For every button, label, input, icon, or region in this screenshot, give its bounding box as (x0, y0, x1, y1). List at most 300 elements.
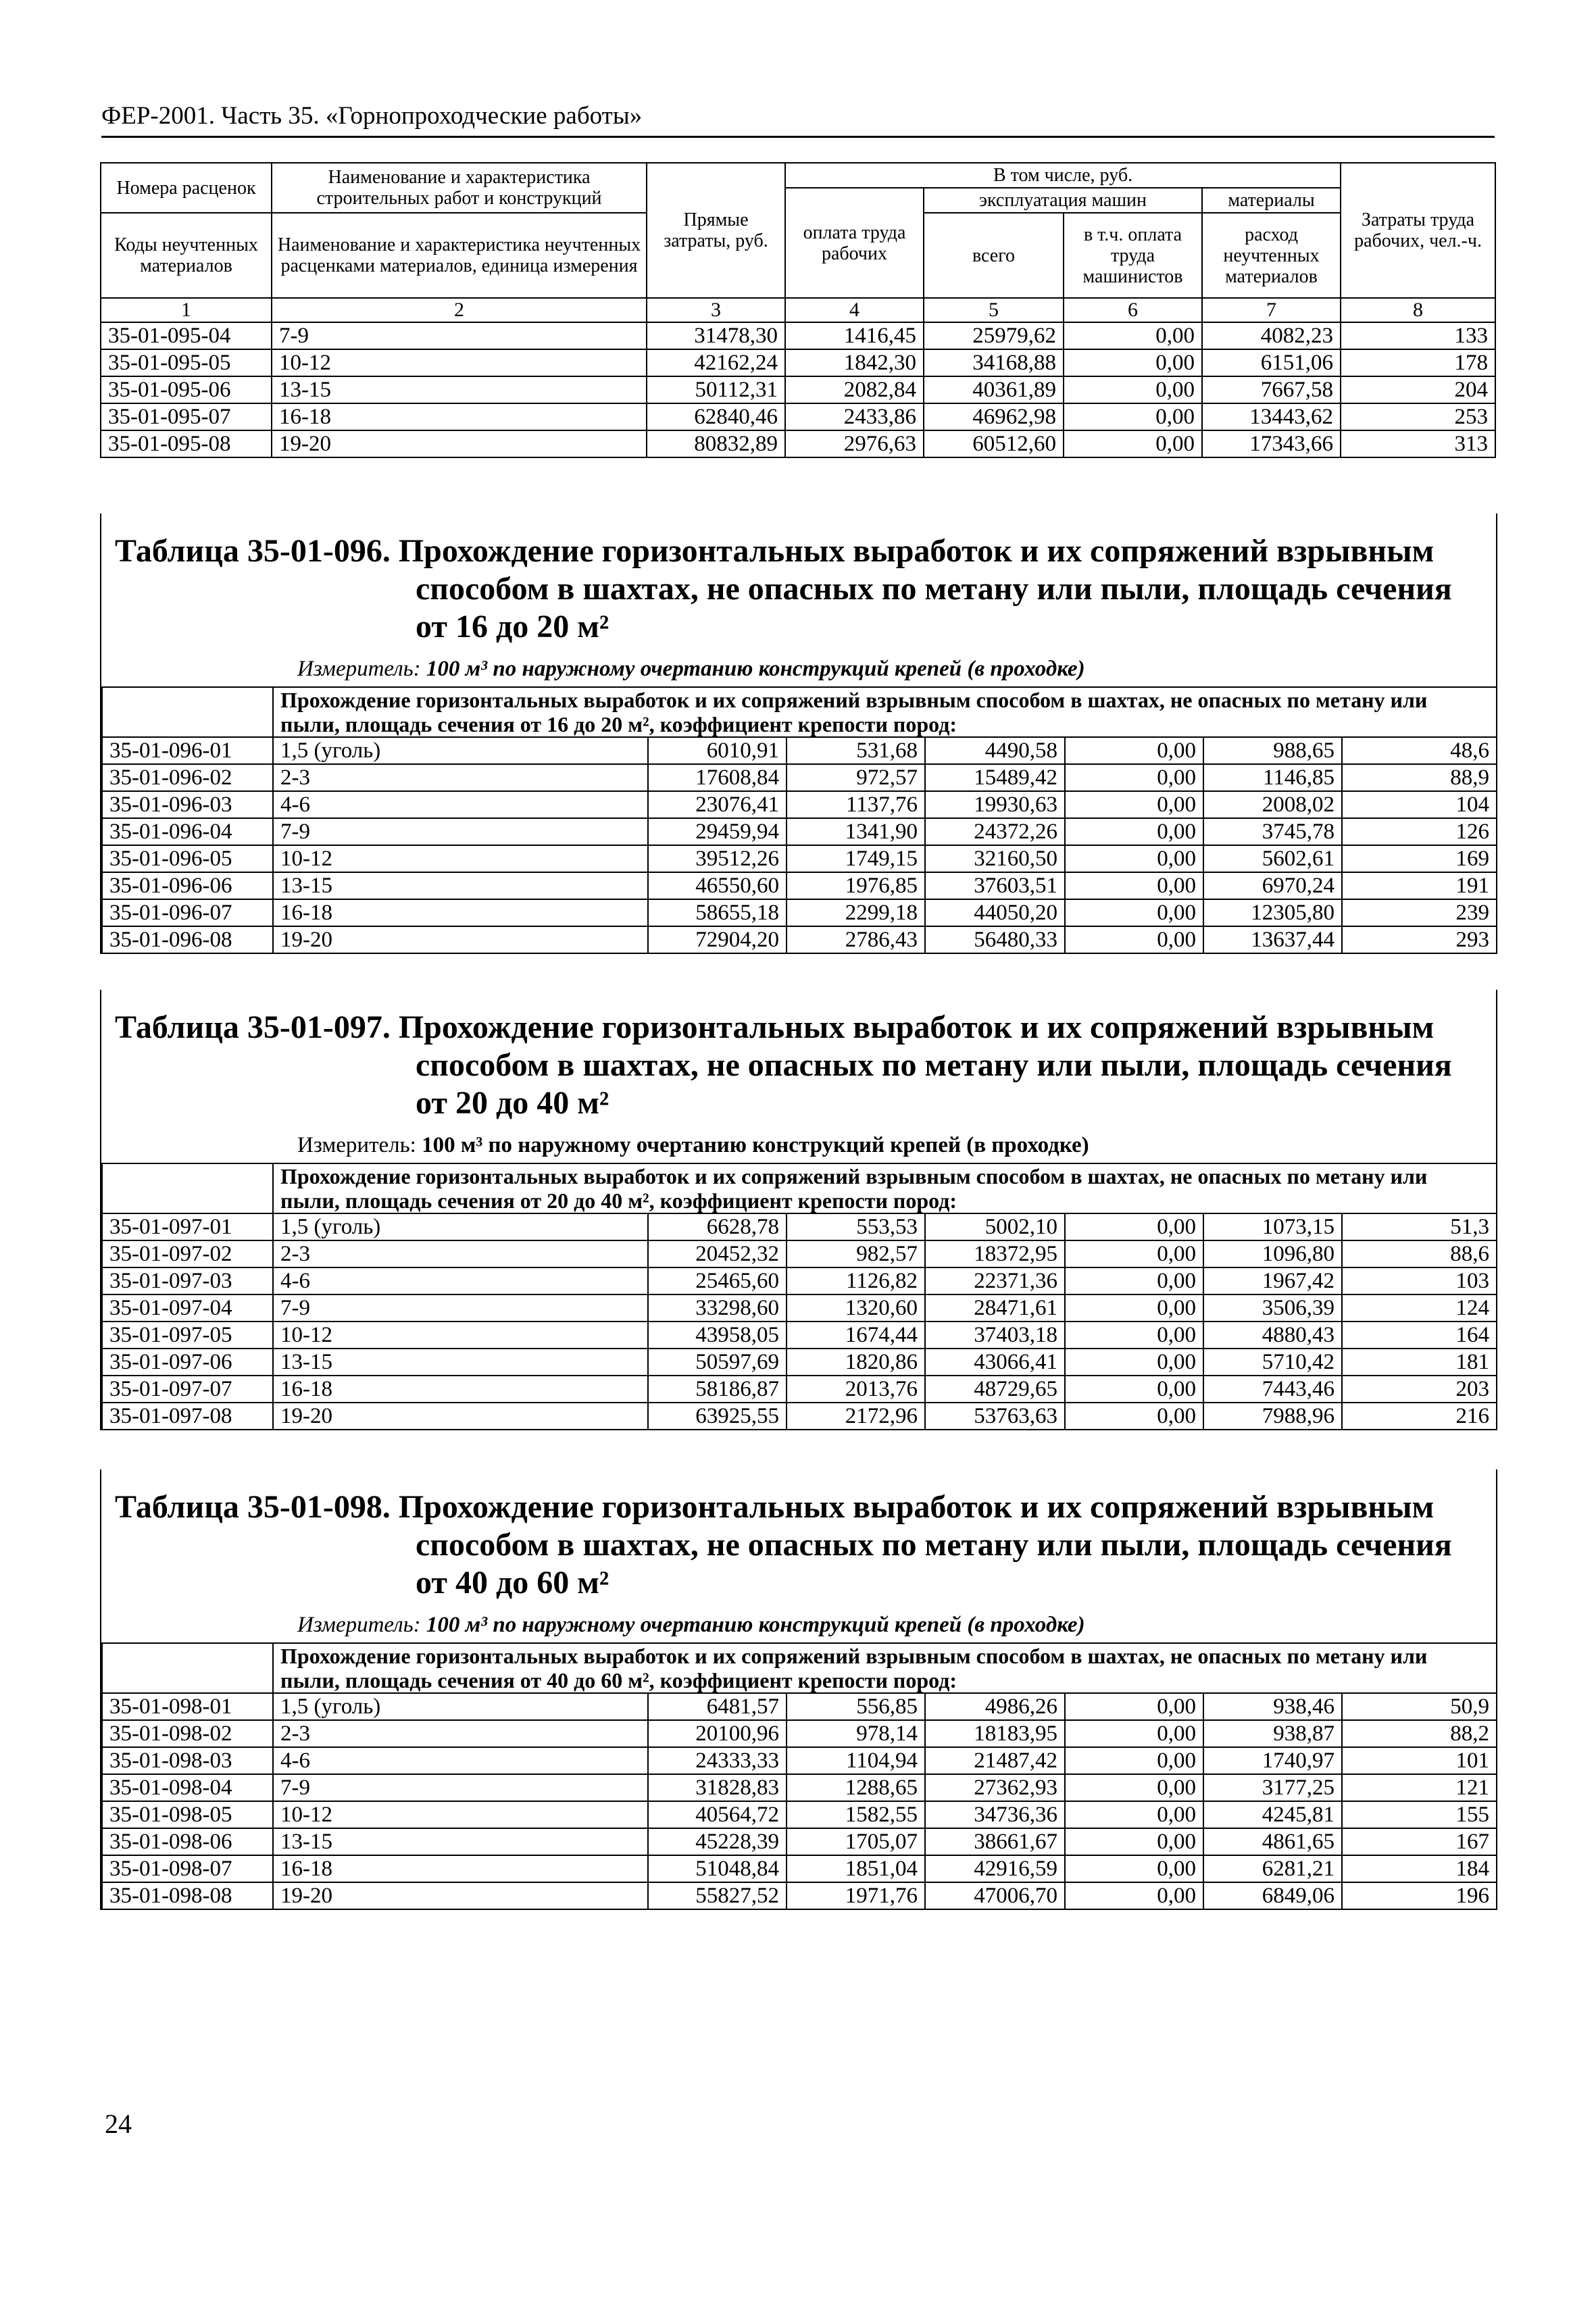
value-cell: 133 (1341, 322, 1495, 349)
value-cell: 31478,30 (647, 322, 785, 349)
rock-strength-cell: 1,5 (уголь) (273, 737, 648, 764)
table-title-line: способом в шахтах, не опасных по метану или пыли, площадь сечения (416, 1047, 1452, 1083)
value-cell: 0,00 (1065, 1349, 1203, 1376)
col-in-total-header: В том числе, руб. (785, 163, 1341, 188)
value-cell: 17608,84 (648, 764, 787, 791)
value-cell: 33298,60 (648, 1294, 787, 1322)
table-row (102, 1376, 1497, 1403)
table-row (102, 926, 1497, 953)
value-cell: 1146,85 (1203, 764, 1342, 791)
meter-label: Измеритель: (297, 1613, 421, 1637)
rate-code-cell: 35-01-098-01 (102, 1693, 273, 1720)
rock-strength-cell: 10-12 (273, 845, 648, 872)
rate-code-cell: 35-01-096-06 (102, 872, 273, 899)
value-cell: 51048,84 (648, 1855, 787, 1882)
table-row (102, 1294, 1497, 1322)
table-row (102, 1747, 1497, 1774)
value-cell: 0,00 (1065, 737, 1203, 764)
table-row (102, 1855, 1497, 1882)
value-cell: 6970,24 (1203, 872, 1342, 899)
value-cell: 62840,46 (647, 403, 785, 430)
value-cell: 7443,46 (1203, 1376, 1342, 1403)
rock-strength-cell: 1,5 (уголь) (273, 1693, 648, 1720)
value-cell: 0,00 (1065, 926, 1203, 953)
table-row (102, 1322, 1497, 1349)
rock-strength-cell: 19-20 (273, 926, 648, 953)
value-cell: 4082,23 (1202, 322, 1341, 349)
value-cell: 43958,05 (648, 1322, 787, 1349)
value-cell: 1976,85 (787, 872, 925, 899)
value-cell: 0,00 (1065, 845, 1203, 872)
value-cell: 6628,78 (648, 1213, 787, 1240)
value-cell: 23076,41 (648, 791, 787, 818)
value-cell: 0,00 (1065, 1267, 1203, 1294)
rock-strength-cell: 7-9 (273, 1294, 648, 1322)
value-cell: 4245,81 (1203, 1801, 1342, 1828)
table-row (101, 430, 1495, 457)
rate-code-cell: 35-01-095-08 (101, 430, 272, 457)
rock-strength-cell: 7-9 (273, 1774, 648, 1801)
value-cell: 0,00 (1065, 1376, 1203, 1403)
value-cell: 56480,33 (925, 926, 1065, 953)
value-cell: 22371,36 (925, 1267, 1065, 1294)
value-cell: 6151,06 (1202, 349, 1341, 376)
rates-table-096 (101, 686, 1497, 954)
meter-value: 100 м³ по наружному очертанию конструкций крепей (в проходке) (422, 1133, 1089, 1157)
rock-strength-cell: 1,5 (уголь) (273, 1213, 648, 1240)
table-096-block (100, 513, 1497, 954)
table-row (102, 899, 1497, 926)
value-cell: 50112,31 (647, 376, 785, 403)
value-cell: 1851,04 (787, 1855, 925, 1882)
rock-strength-cell: 4-6 (273, 1747, 648, 1774)
value-cell: 0,00 (1065, 764, 1203, 791)
meter-value: 100 м³ по наружному очертанию конструкций крепей (в проходке) (426, 657, 1085, 681)
rate-code-cell: 35-01-098-05 (102, 1801, 273, 1828)
rock-strength-cell: 19-20 (273, 1403, 648, 1430)
table-row (101, 322, 1495, 349)
value-cell: 556,85 (787, 1693, 925, 1720)
table-098-block (100, 1469, 1497, 1910)
value-cell: 19930,63 (925, 791, 1065, 818)
value-cell: 42916,59 (925, 1855, 1065, 1882)
value-cell: 0,00 (1065, 872, 1203, 899)
table-row (102, 845, 1497, 872)
value-cell: 0,00 (1065, 1240, 1203, 1267)
table-title-line: от 20 до 40 м² (416, 1085, 609, 1121)
rates-table-098 (101, 1642, 1497, 1910)
meter-label: Измеритель: (297, 657, 421, 681)
rate-code-cell: 35-01-095-05 (101, 349, 272, 376)
rate-code-cell: 35-01-095-04 (101, 322, 272, 349)
value-cell: 313 (1341, 430, 1495, 457)
table-row (102, 791, 1497, 818)
value-cell: 6481,57 (648, 1693, 787, 1720)
value-cell: 7988,96 (1203, 1403, 1342, 1430)
rock-strength-cell: 19-20 (273, 1882, 648, 1909)
value-cell: 29459,94 (648, 818, 787, 845)
value-cell: 2299,18 (787, 899, 925, 926)
value-cell: 0,00 (1065, 1747, 1203, 1774)
value-cell: 0,00 (1065, 1213, 1203, 1240)
value-cell: 6010,91 (648, 737, 787, 764)
value-cell: 18183,95 (925, 1720, 1065, 1747)
rates-table-097 (101, 1163, 1497, 1430)
table-title (115, 1488, 1482, 1602)
value-cell: 46550,60 (648, 872, 787, 899)
rock-strength-cell: 2-3 (273, 1240, 648, 1267)
value-cell: 4880,43 (1203, 1322, 1342, 1349)
rock-strength-cell: 16-18 (273, 1855, 648, 1882)
value-cell: 1104,94 (787, 1747, 925, 1774)
value-cell: 46962,98 (924, 403, 1064, 430)
value-cell: 203 (1342, 1376, 1497, 1403)
value-cell: 34168,88 (924, 349, 1064, 376)
value-cell: 1582,55 (787, 1801, 925, 1828)
value-cell: 55827,52 (648, 1882, 787, 1909)
rock-strength-cell: 10-12 (273, 1801, 648, 1828)
col-machines-all-header: всего (924, 213, 1064, 298)
value-cell: 1674,44 (787, 1322, 925, 1349)
value-cell: 124 (1342, 1294, 1497, 1322)
value-cell: 12305,80 (1203, 899, 1342, 926)
rate-code-cell: 35-01-098-03 (102, 1747, 273, 1774)
table-row (102, 872, 1497, 899)
rock-strength-cell: 10-12 (272, 349, 647, 376)
value-cell: 988,65 (1203, 737, 1342, 764)
value-cell: 50597,69 (648, 1349, 787, 1376)
value-cell: 1126,82 (787, 1267, 925, 1294)
col-materials-unaccounted-header: расход неучтенных материалов (1202, 213, 1341, 298)
rock-strength-cell: 13-15 (273, 1349, 648, 1376)
col-number: 5 (924, 298, 1064, 322)
rate-code-cell: 35-01-097-05 (102, 1322, 273, 1349)
value-cell: 0,00 (1065, 1403, 1203, 1430)
col-rate-number-header: Номера расценок (101, 163, 272, 213)
value-cell: 239 (1342, 899, 1497, 926)
value-cell: 88,6 (1342, 1240, 1497, 1267)
value-cell: 4490,58 (925, 737, 1065, 764)
col-number: 2 (272, 298, 647, 322)
table-row (101, 403, 1495, 430)
col-machines-wages-header: в т.ч. оплата труда машинистов (1064, 213, 1202, 298)
value-cell: 40564,72 (648, 1801, 787, 1828)
table-097-heading (101, 990, 1496, 1163)
value-cell: 0,00 (1065, 1693, 1203, 1720)
value-cell: 17343,66 (1202, 430, 1341, 457)
value-cell: 293 (1342, 926, 1497, 953)
value-cell: 1341,90 (787, 818, 925, 845)
table-title (115, 1009, 1482, 1122)
value-cell: 50,9 (1342, 1693, 1497, 1720)
value-cell: 0,00 (1065, 791, 1203, 818)
table-meter (297, 1611, 1482, 1638)
table-title-line: Таблица 35-01-096. Прохождение горизонтальных выработок и их сопряжений взрывным (115, 533, 1435, 569)
rate-code-cell: 35-01-097-06 (102, 1349, 273, 1376)
value-cell: 32160,50 (925, 845, 1065, 872)
rate-code-cell: 35-01-098-02 (102, 1720, 273, 1747)
table-row (102, 1801, 1497, 1828)
value-cell: 3177,25 (1203, 1774, 1342, 1801)
value-cell: 27362,93 (925, 1774, 1065, 1801)
rock-strength-cell: 13-15 (272, 376, 647, 403)
rate-code-cell: 35-01-097-07 (102, 1376, 273, 1403)
value-cell: 169 (1342, 845, 1497, 872)
value-cell: 204 (1341, 376, 1495, 403)
value-cell: 0,00 (1064, 403, 1202, 430)
value-cell: 0,00 (1064, 322, 1202, 349)
rock-strength-cell: 16-18 (272, 403, 647, 430)
table-row (102, 737, 1497, 764)
rate-code-cell: 35-01-097-02 (102, 1240, 273, 1267)
value-cell: 45228,39 (648, 1828, 787, 1855)
value-cell: 982,57 (787, 1240, 925, 1267)
rate-code-cell: 35-01-098-06 (102, 1828, 273, 1855)
rock-strength-cell: 13-15 (273, 1828, 648, 1855)
value-cell: 37403,18 (925, 1322, 1065, 1349)
rate-code-cell: 35-01-097-08 (102, 1403, 273, 1430)
table-row (102, 1240, 1497, 1267)
value-cell: 0,00 (1065, 1720, 1203, 1747)
value-cell: 1288,65 (787, 1774, 925, 1801)
value-cell: 2008,02 (1203, 791, 1342, 818)
value-cell: 31828,83 (648, 1774, 787, 1801)
value-cell: 20452,32 (648, 1240, 787, 1267)
value-cell: 28471,61 (925, 1294, 1065, 1322)
value-cell: 5602,61 (1203, 845, 1342, 872)
value-cell: 80832,89 (647, 430, 785, 457)
value-cell: 39512,26 (648, 845, 787, 872)
table-row (102, 1267, 1497, 1294)
table-row (102, 764, 1497, 791)
rate-code-cell: 35-01-096-01 (102, 737, 273, 764)
page-number: 24 (105, 2109, 132, 2139)
rate-code-cell: 35-01-096-08 (102, 926, 273, 953)
col-labor-header: Затраты труда рабочих, чел.-ч. (1341, 163, 1495, 298)
table-row (102, 1828, 1497, 1855)
col-machines-header: эксплуатация машин (924, 188, 1202, 213)
value-cell: 48729,65 (925, 1376, 1065, 1403)
col-direct-costs-header: Прямые затраты, руб. (647, 163, 785, 298)
table-097-block (100, 990, 1497, 1430)
value-cell: 531,68 (787, 737, 925, 764)
col-number: 8 (1341, 298, 1495, 322)
value-cell: 1740,97 (1203, 1747, 1342, 1774)
value-cell: 216 (1342, 1403, 1497, 1430)
value-cell: 51,3 (1342, 1213, 1497, 1240)
table-title (115, 532, 1482, 646)
table-meter (297, 1132, 1482, 1159)
table-row (102, 1213, 1497, 1240)
table-098-heading (101, 1469, 1496, 1642)
value-cell: 0,00 (1065, 1774, 1203, 1801)
table-title-line: способом в шахтах, не опасных по метану или пыли, площадь сечения (416, 1527, 1452, 1563)
table-title-line: Таблица 35-01-098. Прохождение горизонтальных выработок и их сопряжений взрывным (115, 1489, 1435, 1525)
rock-strength-cell: 16-18 (273, 1376, 648, 1403)
value-cell: 0,00 (1065, 1855, 1203, 1882)
table-096-heading (101, 513, 1496, 686)
value-cell: 1842,30 (785, 349, 924, 376)
value-cell: 25979,62 (924, 322, 1064, 349)
table-title-line: от 16 до 20 м² (416, 609, 609, 645)
rock-strength-cell: 7-9 (272, 322, 647, 349)
value-cell: 24333,33 (648, 1747, 787, 1774)
table-meter (297, 655, 1482, 682)
value-cell: 13443,62 (1202, 403, 1341, 430)
col-number: 7 (1202, 298, 1341, 322)
table-row (102, 1693, 1497, 1720)
table-row (101, 349, 1495, 376)
col-work-name-header: Наименование и характеристика строительных работ и конструкций (272, 163, 647, 213)
rate-code-cell: 35-01-095-06 (101, 376, 272, 403)
value-cell: 48,6 (1342, 737, 1497, 764)
value-cell: 4986,26 (925, 1693, 1065, 1720)
value-cell: 3506,39 (1203, 1294, 1342, 1322)
value-cell: 25465,60 (648, 1267, 787, 1294)
value-cell: 938,46 (1203, 1693, 1342, 1720)
rock-strength-cell: 7-9 (273, 818, 648, 845)
value-cell: 1073,15 (1203, 1213, 1342, 1240)
value-cell: 5710,42 (1203, 1349, 1342, 1376)
rate-code-cell: 35-01-096-07 (102, 899, 273, 926)
col-number: 4 (785, 298, 924, 322)
value-cell: 0,00 (1065, 1322, 1203, 1349)
col-number: 1 (101, 298, 272, 322)
table-row (102, 1349, 1497, 1376)
rate-code-cell: 35-01-097-01 (102, 1213, 273, 1240)
value-cell: 88,9 (1342, 764, 1497, 791)
value-cell: 1705,07 (787, 1828, 925, 1855)
group-description: Прохождение горизонтальных выработок и их сопряжений взрывным способом в шахтах, не опасных по метану или пыли, площадь сечения от 40 до 60 м², коэффициент крепости пород: (273, 1643, 1497, 1693)
value-cell: 47006,70 (925, 1882, 1065, 1909)
value-cell: 1820,86 (787, 1349, 925, 1376)
value-cell: 24372,26 (925, 818, 1065, 845)
value-cell: 167 (1342, 1828, 1497, 1855)
rock-strength-cell: 4-6 (273, 791, 648, 818)
value-cell: 104 (1342, 791, 1497, 818)
rate-code-cell: 35-01-096-04 (102, 818, 273, 845)
value-cell: 58655,18 (648, 899, 787, 926)
table-row (102, 1882, 1497, 1909)
value-cell: 40361,89 (924, 376, 1064, 403)
value-cell: 181 (1342, 1349, 1497, 1376)
value-cell: 6849,06 (1203, 1882, 1342, 1909)
rate-code-cell: 35-01-098-04 (102, 1774, 273, 1801)
value-cell: 88,2 (1342, 1720, 1497, 1747)
rock-strength-cell: 13-15 (273, 872, 648, 899)
value-cell: 2433,86 (785, 403, 924, 430)
value-cell: 0,00 (1065, 899, 1203, 926)
meter-value: 100 м³ по наружному очертанию конструкций крепей (в проходке) (426, 1613, 1085, 1637)
value-cell: 53763,63 (925, 1403, 1065, 1430)
value-cell: 101 (1342, 1747, 1497, 1774)
rate-code-cell: 35-01-096-05 (102, 845, 273, 872)
rock-strength-cell: 2-3 (273, 1720, 648, 1747)
col-number: 3 (647, 298, 785, 322)
value-cell: 4861,65 (1203, 1828, 1342, 1855)
rate-code-cell: 35-01-098-08 (102, 1882, 273, 1909)
value-cell: 34736,36 (925, 1801, 1065, 1828)
rate-code-cell: 35-01-098-07 (102, 1855, 273, 1882)
col-wages-header: оплата труда рабочих (785, 188, 924, 298)
value-cell: 126 (1342, 818, 1497, 845)
value-cell: 5002,10 (925, 1213, 1065, 1240)
value-cell: 15489,42 (925, 764, 1065, 791)
value-cell: 155 (1342, 1801, 1497, 1828)
value-cell: 1416,45 (785, 322, 924, 349)
value-cell: 63925,55 (648, 1403, 787, 1430)
value-cell: 978,14 (787, 1720, 925, 1747)
value-cell: 253 (1341, 403, 1495, 430)
value-cell: 1096,80 (1203, 1240, 1342, 1267)
value-cell: 13637,44 (1203, 926, 1342, 953)
value-cell: 121 (1342, 1774, 1497, 1801)
rock-strength-cell: 16-18 (273, 899, 648, 926)
value-cell: 1971,76 (787, 1882, 925, 1909)
value-cell: 0,00 (1064, 376, 1202, 403)
col-material-names-header: Наименование и характеристика неучтенных расценками материалов, единица измерения (272, 213, 647, 298)
value-cell: 20100,96 (648, 1720, 787, 1747)
value-cell: 21487,42 (925, 1747, 1065, 1774)
value-cell: 184 (1342, 1855, 1497, 1882)
value-cell: 191 (1342, 872, 1497, 899)
value-cell: 2786,43 (787, 926, 925, 953)
value-cell: 43066,41 (925, 1349, 1065, 1376)
value-cell: 37603,51 (925, 872, 1065, 899)
table-row (101, 376, 1495, 403)
value-cell: 7667,58 (1202, 376, 1341, 403)
value-cell: 553,53 (787, 1213, 925, 1240)
rate-code-cell: 35-01-097-03 (102, 1267, 273, 1294)
value-cell: 1320,60 (787, 1294, 925, 1322)
rate-code-cell: 35-01-096-02 (102, 764, 273, 791)
group-description: Прохождение горизонтальных выработок и их сопряжений взрывным способом в шахтах, не опасных по метану или пыли, площадь сечения от 16 до 20 м², коэффициент крепости пород: (273, 687, 1497, 737)
rock-strength-cell: 4-6 (273, 1267, 648, 1294)
value-cell: 0,00 (1065, 1828, 1203, 1855)
value-cell: 3745,78 (1203, 818, 1342, 845)
value-cell: 0,00 (1064, 430, 1202, 457)
col-materials-header: материалы (1202, 188, 1341, 213)
value-cell: 0,00 (1065, 1882, 1203, 1909)
value-cell: 0,00 (1065, 1801, 1203, 1828)
value-cell: 1137,76 (787, 791, 925, 818)
rates-table-095 (100, 162, 1496, 458)
value-cell: 18372,95 (925, 1240, 1065, 1267)
rock-strength-cell: 19-20 (272, 430, 647, 457)
value-cell: 1967,42 (1203, 1267, 1342, 1294)
value-cell: 6281,21 (1203, 1855, 1342, 1882)
document-header: ФЕР-2001. Часть 35. «Горнопроходческие работы» (101, 101, 1495, 138)
table-title-line: от 40 до 60 м² (416, 1565, 609, 1601)
value-cell: 0,00 (1065, 818, 1203, 845)
value-cell: 938,87 (1203, 1720, 1342, 1747)
value-cell: 103 (1342, 1267, 1497, 1294)
value-cell: 2013,76 (787, 1376, 925, 1403)
value-cell: 972,57 (787, 764, 925, 791)
value-cell: 178 (1341, 349, 1495, 376)
meter-label: Измеритель: (297, 1133, 416, 1157)
rate-code-cell: 35-01-096-03 (102, 791, 273, 818)
value-cell: 1749,15 (787, 845, 925, 872)
rock-strength-cell: 10-12 (273, 1322, 648, 1349)
top-table-block (100, 162, 1495, 458)
value-cell: 0,00 (1065, 1294, 1203, 1322)
value-cell: 0,00 (1064, 349, 1202, 376)
value-cell: 2082,84 (785, 376, 924, 403)
rate-code-cell: 35-01-095-07 (101, 403, 272, 430)
table-title-line: способом в шахтах, не опасных по метану или пыли, площадь сечения (416, 571, 1452, 607)
value-cell: 42162,24 (647, 349, 785, 376)
